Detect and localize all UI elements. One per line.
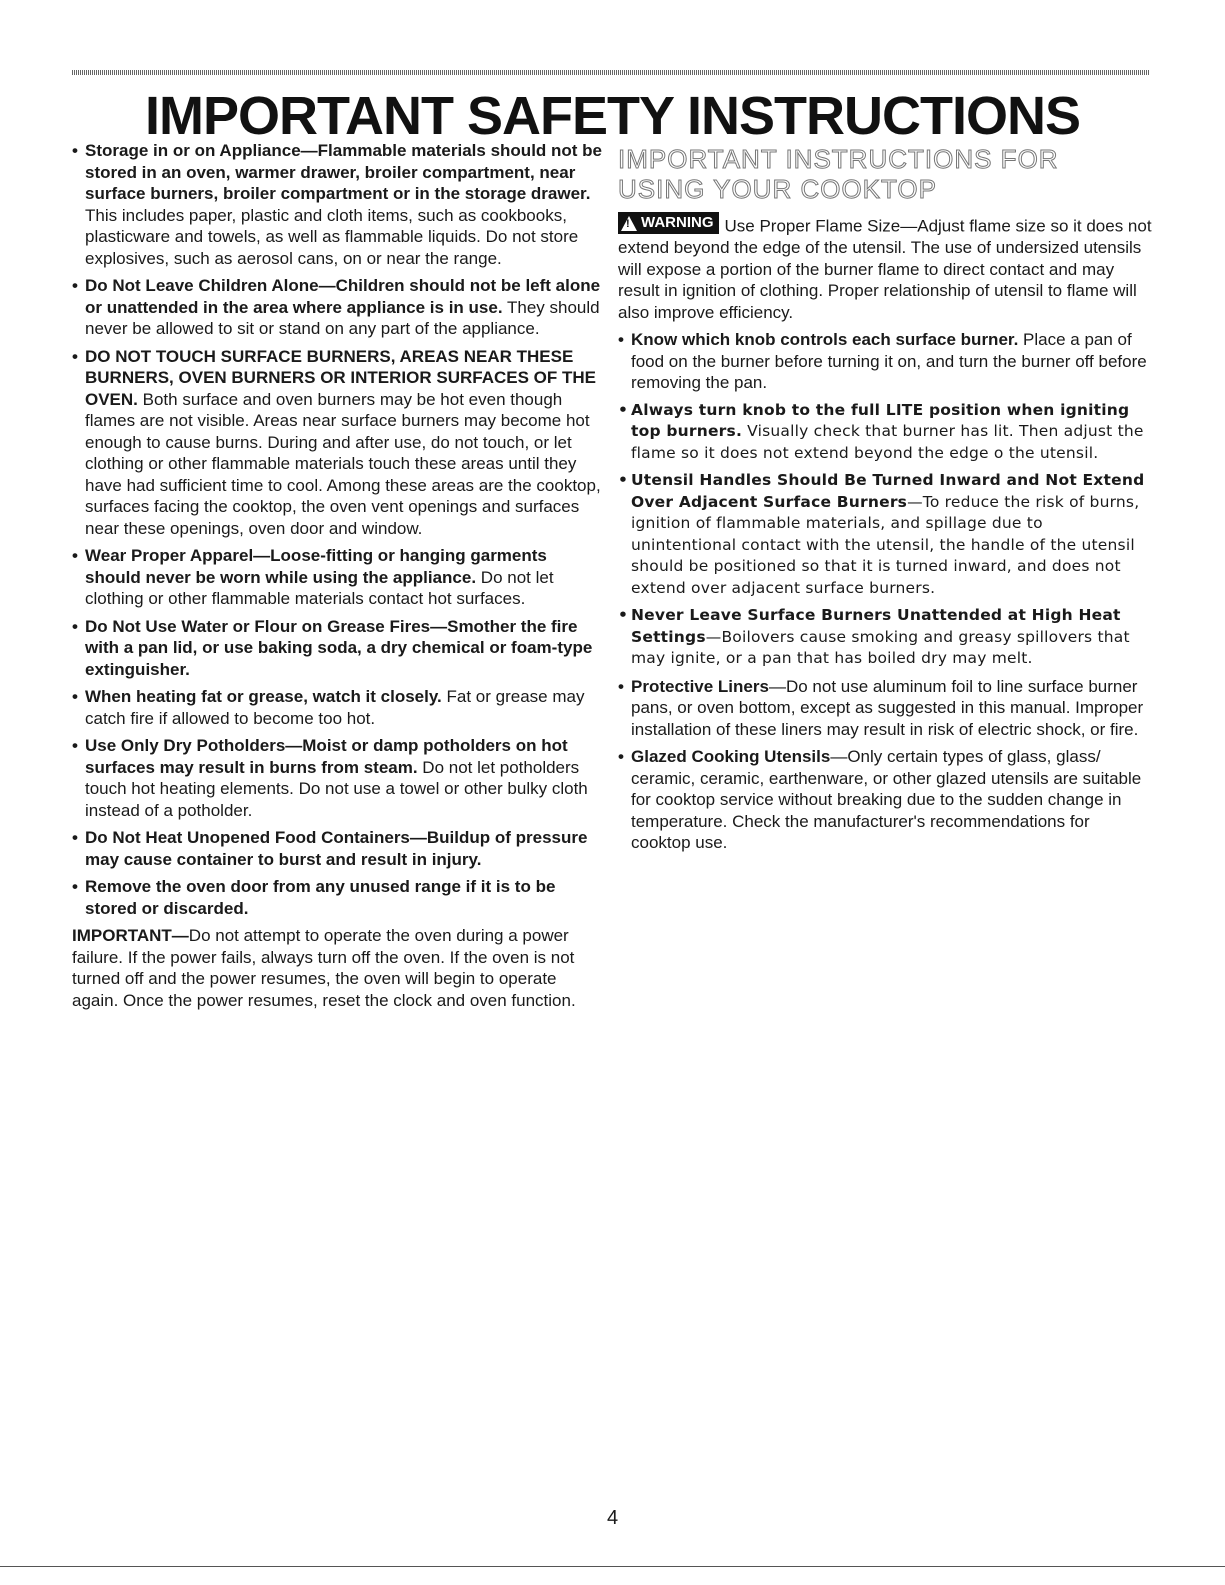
- warning-triangle-icon: [621, 216, 637, 231]
- list-item: • Do Not Leave Children Alone—Children should not be left alone or unattended in the area where appliance is in use. They should never be allowed to sit or stand on any part of the appliance.: [72, 276, 601, 338]
- top-rule: [72, 70, 1150, 75]
- list-item: • Use Only Dry Potholders—Moist or damp potholders on hot surfaces may result in burns from steam. Do not let potholders touch hot heating elements. Do not use a towel or other bulky cloth instead of a potholder.: [72, 736, 588, 820]
- list-item: • Always turn knob to the full LITE position when igniting top burners. Visually check that burner has lit. Then adjust the flame so it does not extend beyond the edge o the utensil.: [618, 400, 1144, 462]
- list-item: • Do Not Heat Unopened Food Containers—Buildup of pressure may cause container to burst and result in injury.: [72, 828, 588, 869]
- page-title: IMPORTANT SAFETY INSTRUCTIONS: [144, 86, 1080, 146]
- bullet-icon: •: [618, 400, 629, 419]
- bottom-rule: [0, 1566, 1225, 1567]
- right-column: [618, 140, 1153, 860]
- bullet-icon: •: [72, 141, 78, 160]
- list-item: • DO NOT TOUCH SURFACE BURNERS, AREAS NEAR THESE BURNERS, OVEN BURNERS OR INTERIOR SURFACES OF THE OVEN. Both surface and oven burners may be hot even though flames are not visible. Areas near surface burners may become hot enough to cause burns. During and after use, do not touch, or let clothing or other flammable materials touch these areas until they have had sufficient time to cool. Among these areas are the cooktop, surfaces facing the cooktop, the oven vent openings and surfaces near these openings, oven door and window.: [72, 346, 601, 538]
- page-number: 4: [606, 1507, 619, 1529]
- bullet-icon: •: [72, 616, 78, 636]
- list-item: • Know which knob controls each surface burner. Place a pan of food on the burner before turning it on, and turn the burner off before removing the pan.: [618, 330, 1147, 392]
- list-item: • Storage in or on Appliance—Flammable materials should not be stored in an oven, warmer drawer, broiler compartment, near surface burners, broiler compartment or in the storage drawer. This includes paper, plastic and cloth items, such as cookbooks, plasticware and towels, as well as flammable liquids. Do not store explosives, such as aerosol cans, on or near the range.: [72, 141, 603, 268]
- warning-paragraph: ! WARNING Use Proper Flame Size—Adjust flame size so it does not extend beyond the edge of the utensil. The use of undersized utensils will expose a portion of the burner flame to direct contact and may result in ignition of clothing. Proper relationship of utensil to flame will also improve efficiency.: [618, 212, 1153, 323]
- bullet-icon: •: [72, 346, 78, 366]
- bullet-icon: •: [72, 276, 78, 295]
- warning-badge: ! WARNING: [618, 212, 719, 234]
- bullet-icon: •: [618, 330, 624, 349]
- important-note: IMPORTANT—Do not attempt to operate the oven during a power failure. If the power fails, always turn off the oven. If the oven is not turned off and the power resumes, the oven will begin to operate again. Once the power resumes, reset the clock and oven function.: [72, 926, 576, 1010]
- left-column: [72, 140, 604, 1011]
- bullet-icon: •: [72, 828, 78, 847]
- bullet-icon: •: [618, 676, 624, 696]
- list-item: • Do Not Use Water or Flour on Grease Fires—Smother the fire with a pan lid, or use baking soda, a dry chemical or foam-type extinguisher.: [72, 616, 593, 679]
- list-item: • Wear Proper Apparel—Loose-fitting or hanging garments should never be worn while using the appliance. Do not let clothing or other flammable materials contact hot surfaces.: [72, 546, 554, 608]
- bullet-icon: •: [618, 471, 629, 489]
- list-item: • Never Leave Surface Burners Unattended at High Heat Settings—Boilovers cause smoking and greasy spillovers that may ignite, or a pan that has boiled dry may melt.: [618, 606, 1130, 667]
- bullet-icon: •: [72, 546, 78, 565]
- list-item: • When heating fat or grease, watch it closely. Fat or grease may catch fire if allowed to become too hot.: [72, 687, 585, 728]
- list-item: • Glazed Cooking Utensils—Only certain types of glass, glass/ ceramic, ceramic, earthenware, or other glazed utensils are suitable for cooktop service without breaking due to the sudden change in temperature. Check the manufacturer's recommendations for cooktop use.: [618, 747, 1142, 852]
- list-item: • Utensil Handles Should Be Turned Inward and Not Extend Over Adjacent Surface Burners—To reduce the risk of burns, ignition of flammable materials, and spillage due to unintentional contact with the utensil, the handle of the utensil should be positioned so that it is turned inward, and does not extend over adjacent surface burners.: [618, 471, 1145, 597]
- list-item: • Protective Liners—Do not use aluminum foil to line surface burner pans, or oven bottom, except as suggested in this manual. Improper installation of these liners may result in risk of electric shock, or fire.: [618, 676, 1144, 739]
- list-item: • Remove the oven door from any unused range if it is to be stored or discarded.: [72, 877, 556, 918]
- bullet-icon: •: [618, 747, 624, 766]
- bullet-icon: •: [72, 877, 78, 896]
- bullet-icon: •: [618, 606, 629, 624]
- bullet-icon: •: [72, 687, 78, 706]
- bullet-icon: •: [72, 736, 78, 755]
- section-title: IMPORTANT INSTRUCTIONS FOR USING YOUR COOKTOP: [618, 144, 1059, 204]
